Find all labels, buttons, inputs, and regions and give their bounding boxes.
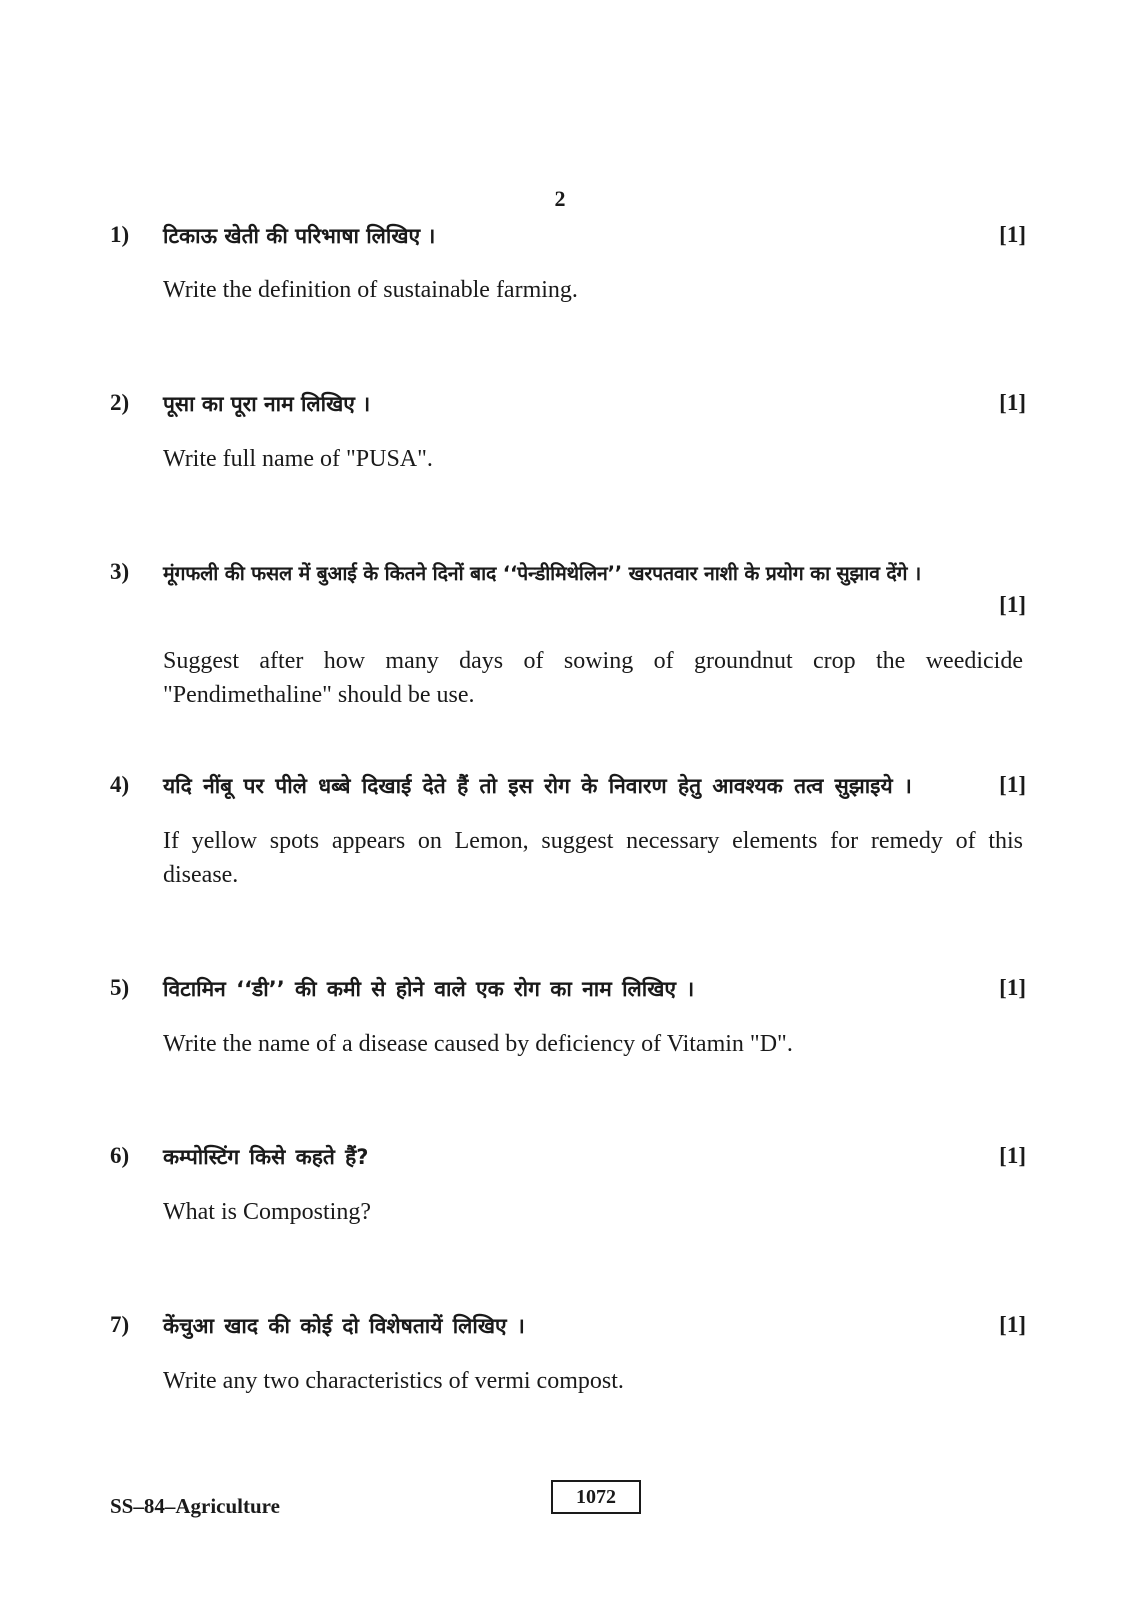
question-text-hindi: मूंगफली की फसल में बुआई के कितने दिनों बाद ‘‘पेन्डीमिथेलिन’’ खरपतवार नाशी के प्रयोग का सुझाव देंगे । [163,562,922,585]
question-marks: [1] [999,592,1026,617]
question-text-english: Write any two characteristics of vermi compost. [163,1368,624,1394]
question-text-hindi: कम्पोस्टिंग किसे कहते हैं? [163,1145,369,1169]
question-text-hindi: केंचुआ खाद की कोई दो विशेषतायें लिखिए । [163,1314,525,1338]
question-marks: [1] [999,222,1026,247]
question-text-hindi: पूसा का पूरा नाम लिखिए । [163,392,371,416]
question-marks: [1] [999,975,1026,1000]
question-number: 6) [110,1143,130,1168]
question-marks: [1] [999,1143,1026,1168]
question-text-english: What is Composting? [163,1199,371,1225]
question-marks: [1] [999,1312,1026,1337]
question-text-hindi: यदि नींबू पर पीले धब्बे दिखाई देते हैं तो इस रोग के निवारण हेतु आवश्यक तत्व सुझाइये । [163,774,912,798]
question-number: 7) [110,1312,130,1337]
question-number: 3) [110,559,130,584]
code-number-box: 1072 [551,1480,641,1514]
question-text-english: Suggest after how many days of sowing of groundnut crop the weedicide "Pendimethaline" should be use. [163,648,1023,708]
question-text-english: Write full name of "PUSA". [163,446,433,472]
question-marks: [1] [999,390,1026,415]
page-number: 2 [554,186,566,211]
question-text-english: Write the name of a disease caused by deficiency of Vitamin "D". [163,1031,793,1057]
question-number: 4) [110,772,130,797]
question-number: 2) [110,390,130,415]
question-marks: [1] [999,772,1026,797]
question-text-english: If yellow spots appears on Lemon, suggest necessary elements for remedy of this disease. [163,828,1023,888]
question-text-hindi: टिकाऊ खेती की परिभाषा लिखिए । [163,224,436,248]
question-number: 5) [110,975,130,1000]
question-text-english: Write the definition of sustainable farming. [163,277,578,303]
paper-code: SS–84–Agriculture [110,1494,280,1518]
question-number: 1) [110,222,130,247]
question-text-hindi: विटामिन ‘‘डी’’ की कमी से होने वाले एक रोग का नाम लिखिए । [163,977,695,1001]
